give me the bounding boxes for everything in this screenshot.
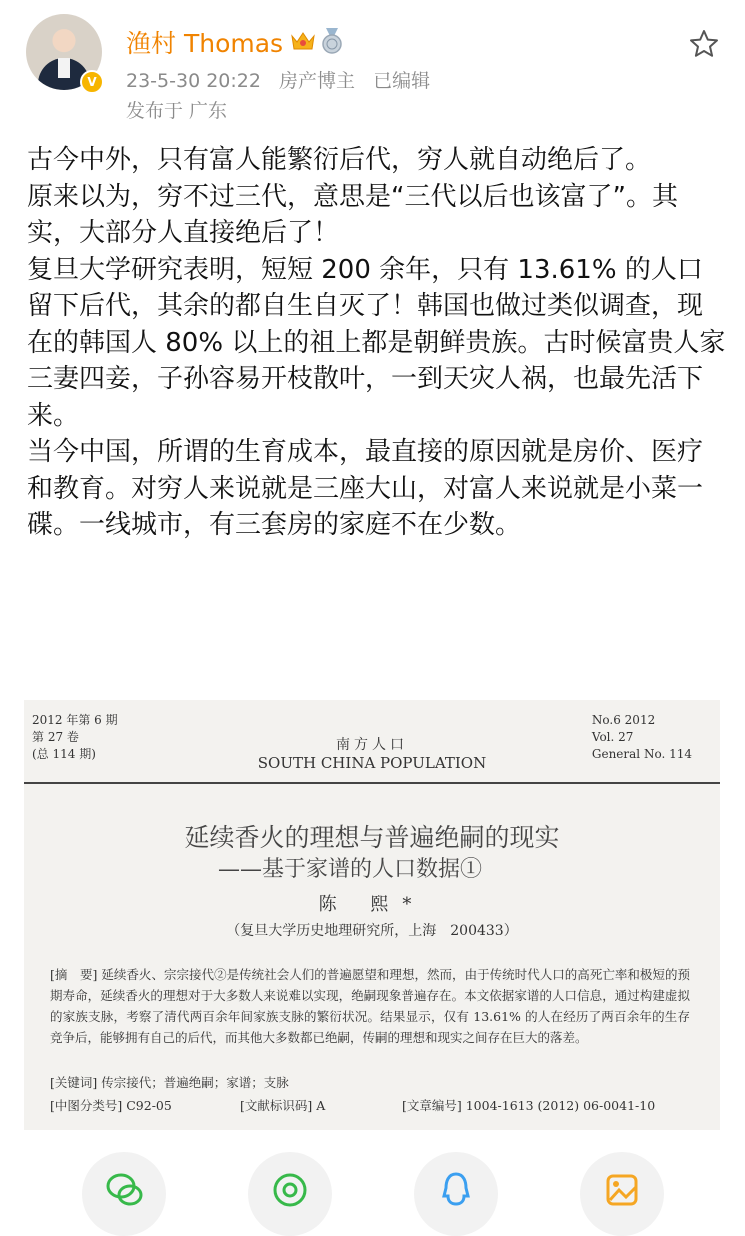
medal-icon: [320, 28, 344, 54]
paper-subtitle: ——基于家谱的人口数据①: [218, 857, 483, 882]
share-album-button[interactable]: [580, 1152, 664, 1236]
post-header: [0, 0, 745, 140]
share-wechat-button[interactable]: [82, 1152, 166, 1236]
paper-title: 延续香火的理想与普遍绝嗣的现实: [184, 823, 560, 852]
qq-icon: [436, 1170, 476, 1210]
star-icon[interactable]: [688, 28, 720, 60]
verified-badge-icon: V: [80, 70, 104, 94]
post-paragraph: 复旦大学研究表明，短短 200 余年，只有 13.61% 的人口留下后代，其余的都自生自灭了！韩国也做过类似调查，现在的韩国人 80% 以上的祖上都是朝鲜贵族。古时候富贵人家三妻四妾，子孙容易开枝散叶，一到天灾人祸，也最先活下来。: [27, 254, 726, 431]
post-paragraph: 古今中外，只有富人能繁衍后代，穷人就自动绝后了。: [27, 145, 652, 175]
issue-vol: Vol. 27: [591, 730, 634, 744]
journal-name-en: SOUTH CHINA POPULATION: [257, 754, 487, 772]
post-location: 发布于 广东: [126, 100, 228, 122]
crown-icon: [290, 30, 316, 52]
post-text: [27, 142, 727, 544]
paper-author: 陈 熙*: [318, 894, 426, 915]
paper-affiliation: （复旦大学历史地理研究所，上海 200433）: [226, 923, 518, 939]
divider: [24, 782, 720, 784]
issue-year: 2012 年第 6 期: [32, 713, 118, 727]
moments-icon: [270, 1170, 310, 1210]
paper-keywords: [关键词] 传宗接代；普遍绝嗣；家谱；支脉: [50, 1075, 289, 1090]
post-paragraph: 当今中国，所谓的生育成本，最直接的原因就是房价、医疗和教育。对穷人来说就是三座大山，对富人来说就是小菜一碟。一线城市，有三套房的家庭不在少数。: [27, 437, 704, 540]
share-qq-button[interactable]: [414, 1152, 498, 1236]
post-meta: [126, 66, 442, 93]
issue-volume: 第 27 卷: [32, 730, 79, 744]
wechat-icon: [104, 1170, 144, 1210]
journal-name-cn: 南方人口: [336, 737, 408, 753]
post-time: 23-5-30 20:22: [126, 70, 261, 92]
paper-abstract: [摘 要] 延续香火、宗宗接代②是传统社会人们的普遍愿望和理想，然而，由于传统时代人口的高死亡率和极短的预期寿命，延续香火的理想对于大多数人来说难以实现，绝嗣现象普遍存在。本文依据家谱的人口信息，通过构建虚拟的家族支脉，考察了清代两百余年间家族支脉的繁衍状况。结果显示，仅有 13.61% 的人在经历了两百余年的生存竞争后，能够拥有自己的后代，而其他大多数都已绝嗣，传嗣的理想和现实之间存在巨大的落差。: [50, 967, 690, 1045]
author-tag: 房产博主: [279, 70, 356, 92]
share-bar: [0, 1140, 745, 1200]
issue-general: General No. 114: [591, 747, 692, 761]
document-code: [文献标识码] A: [240, 1098, 326, 1113]
share-moments-button[interactable]: [248, 1152, 332, 1236]
edited-label[interactable]: 已编辑: [373, 70, 431, 92]
issue-total: (总 114 期): [32, 747, 96, 761]
article-no: [文章编号] 1004-1613 (2012) 06-0041-10: [402, 1098, 656, 1113]
author-name[interactable]: 渔村 Thomas: [126, 29, 284, 58]
album-icon: [602, 1170, 642, 1210]
paper-image[interactable]: [24, 700, 720, 1130]
issue-no: No.6 2012: [591, 713, 656, 727]
post-paragraph: 原来以为，穷不过三代，意思是“三代以后也该富了”。其实，大部分人直接绝后了！: [27, 181, 678, 248]
classification-no: [中图分类号] C92-05: [50, 1098, 172, 1113]
